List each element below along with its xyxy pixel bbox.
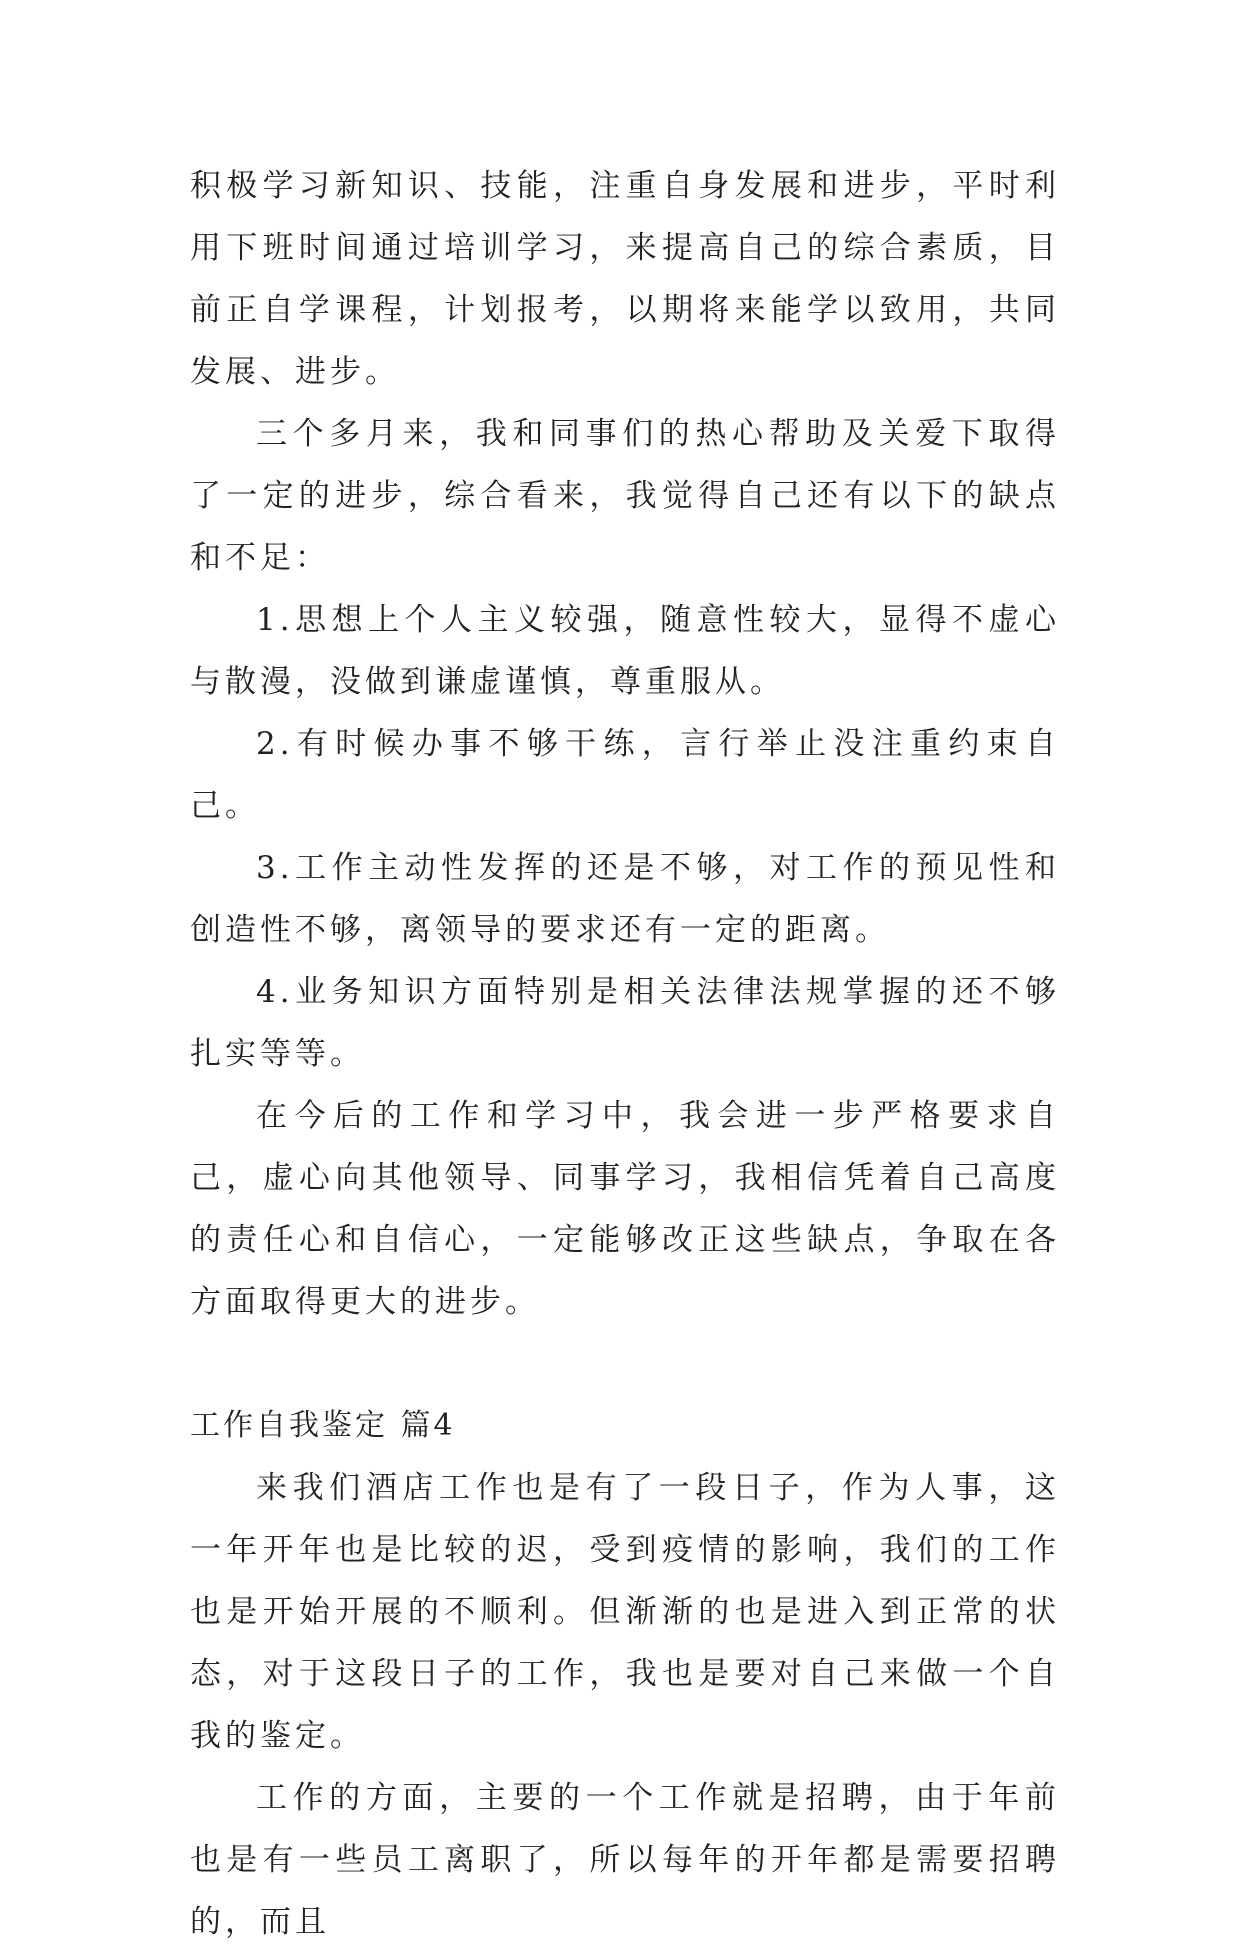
paragraph-recruitment: 工作的方面，主要的一个工作就是招聘，由于年前也是有一些员工离职了，所以每年的开年都是需要招聘的，而且 — [190, 1780, 1060, 1940]
paragraph-shortcomings-intro: 三个多月来，我和同事们的热心帮助及关爱下取得了一定的进步，综合看来，我觉得自己还有以下的缺点和不足： — [190, 416, 1060, 576]
list-item-shortcoming-2: 2.有时候办事不够干练，言行举止没注重约束自己。 — [190, 726, 1060, 824]
document-body — [190, 155, 1060, 1953]
paragraph-hotel-intro: 来我们酒店工作也是有了一段日子，作为人事，这一年开年也是比较的迟，受到疫情的影响，我们的工作也是开始开展的不顺利。但渐渐的也是进入到正常的状态，对于这段日子的工作，我也是要对自己来做一个自我的鉴定。 — [190, 1470, 1060, 1754]
paragraph-self-study: 积极学习新知识、技能，注重自身发展和进步，平时利用下班时间通过培训学习，来提高自己的综合素质，目前正自学课程，计划报考，以期将来能学以致用，共同发展、进步。 — [190, 168, 1060, 390]
list-item-shortcoming-4: 4.业务知识方面特别是相关法律法规掌握的还不够扎实等等。 — [190, 974, 1060, 1072]
list-item-shortcoming-3: 3.工作主动性发挥的还是不够，对工作的预见性和创造性不够，离领导的要求还有一定的距离。 — [190, 850, 1060, 948]
list-item-shortcoming-1: 1.思想上个人主义较强，随意性较大，显得不虚心与散漫，没做到谦虚谨慎，尊重服从。 — [190, 602, 1060, 700]
section-heading: 工作自我鉴定 篇4 — [190, 1408, 456, 1443]
paragraph-future-plan: 在今后的工作和学习中，我会进一步严格要求自己，虚心向其他领导、同事学习，我相信凭着自己高度的责任心和自信心，一定能够改正这些缺点，争取在各方面取得更大的进步。 — [190, 1098, 1060, 1320]
